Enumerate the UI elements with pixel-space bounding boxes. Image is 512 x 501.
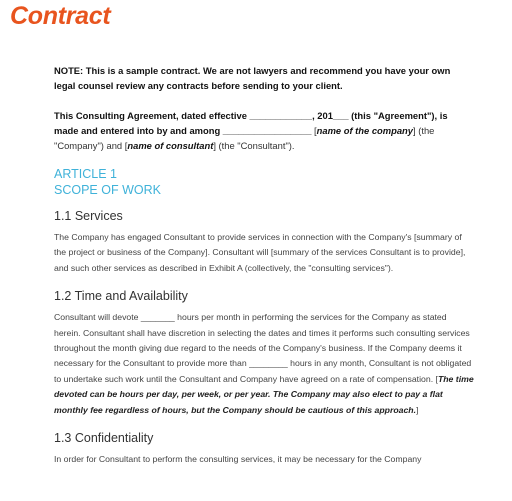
section-text-time (54, 310, 474, 418)
company-placeholder: name of the company (316, 125, 413, 136)
company-bracket-close: ] (413, 125, 416, 136)
consultant-bracket-open: [ (124, 140, 128, 151)
section-text-confidentiality: In order for Consultant to perform the consulting services, it may be necessary for the Company (54, 454, 422, 465)
consultant-placeholder: name of consultant (127, 140, 214, 151)
time-text: Consultant will devote _______ hours per month in performing the services for the Company as stated herein. Consultant shall have discretion in selecting the dates and times it performs such consulting services throughout the month giving due regard to the needs of the Company's business. If the Company deems it necessary for the Consultant to provide more than ________ hours in any month, Consultant is not obligated to undertake such work until the Consultant and Company have agreed on a rate of compensation. [ (54, 312, 472, 384)
intro-paragraph (54, 108, 474, 153)
section-heading-services: 1.1 Services (54, 209, 123, 223)
company-bracket-open: [ (314, 125, 317, 136)
intro-text-1: This Consulting Agreement, dated effective ____________, 201___ (this "Agreement"), is made and entered into by and among _________________ (54, 110, 448, 136)
intro-text-2: (the "Company") and (54, 125, 435, 151)
intro-text-3: (the "Consultant"). (215, 140, 295, 151)
article-heading (54, 166, 474, 198)
section-heading-time: 1.2 Time and Availability (54, 289, 188, 304)
time-close: ] (416, 404, 419, 415)
consultant-bracket-close: ] (213, 140, 216, 151)
document-title: Contract (10, 2, 111, 30)
article-number: ARTICLE 1 (54, 167, 117, 181)
section-heading-confidentiality: 1.3 Confidentiality (54, 431, 154, 446)
section-text-services: The Company has engaged Consultant to provide services in connection with the Company's [summary of the project or business of the Company]. Consultant will [summary of the services Consultant is to provide], and such other services as described in Exhibit A (collectively, the "consulting services"). (54, 232, 466, 273)
disclaimer-note: NOTE: This is a sample contract. We are not lawyers and recommend you have your own legal counsel review any contracts before sending to your client. (54, 65, 451, 91)
document-body (54, 63, 474, 467)
article-title: SCOPE OF WORK (54, 183, 161, 197)
time-note: The time devoted can be hours per day, per week, or per year. The Company may also elect to pay a flat monthly fee regardless of hours, but the Company should be cautious of this approach. (54, 373, 474, 415)
